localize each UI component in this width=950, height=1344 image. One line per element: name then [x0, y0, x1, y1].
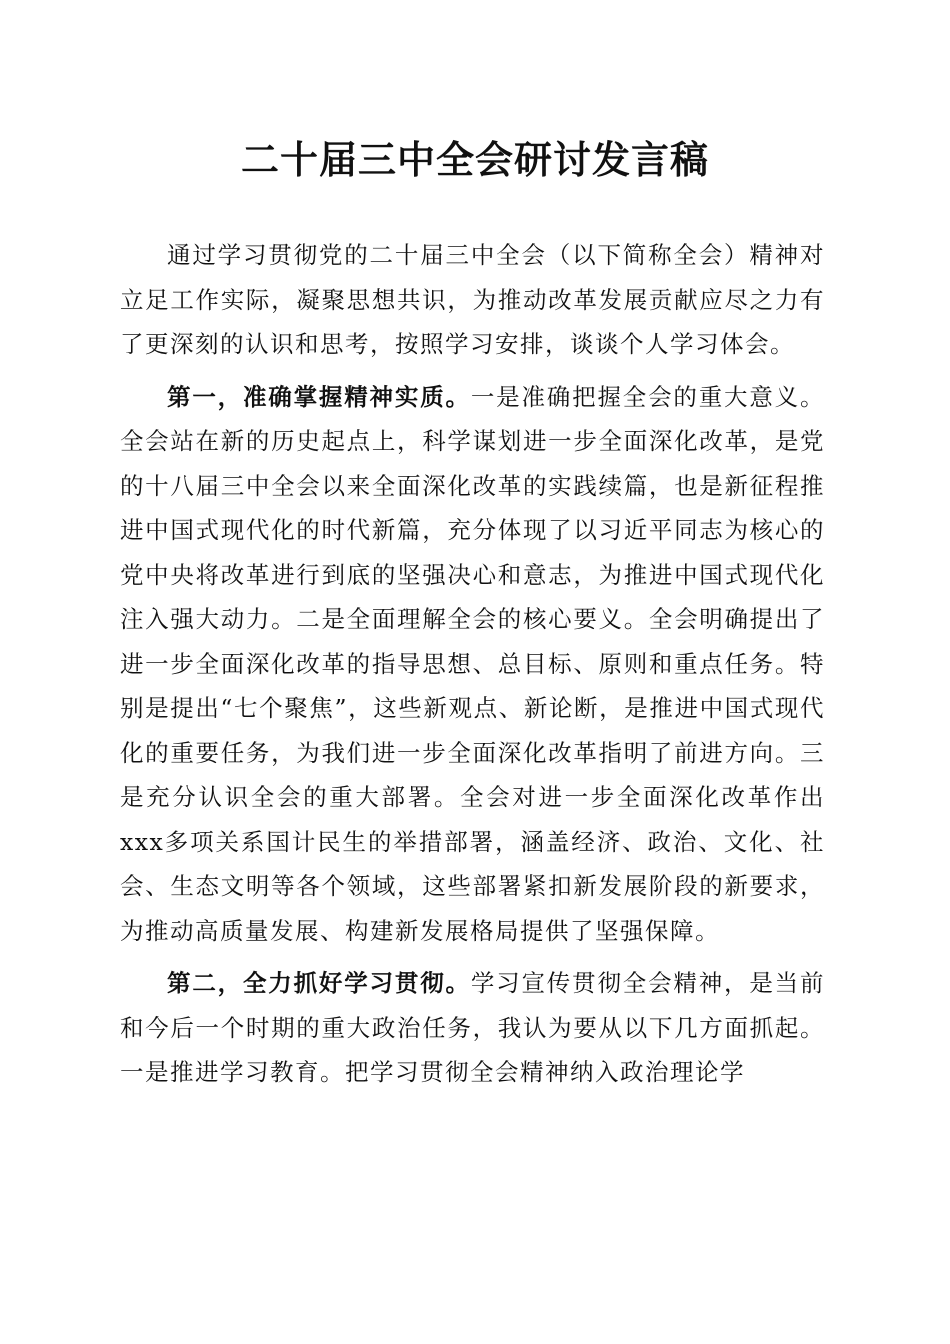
- paragraph-lead: 第二，全力抓好学习贯彻。: [167, 969, 471, 997]
- paragraph-lead: 第一，准确掌握精神实质。: [167, 382, 471, 411]
- paragraph-first-section: [120, 375, 825, 954]
- paragraph-text: 一是准确把握全会的重大意义。全会站在新的历史起点上，科学谋划进一步全面深化改革，是党的十八届三中全会以来全面深化改革的实践续篇，也是新征程推进中国式现代化的时代新篇，充分体现了以习近平同志为核心的党中央将改革进行到底的坚强决心和意志，为推进中国式现代化注入强大动力。二是全面理解全会的核心要义。全会明确提出了进一步全面深化改革的指导思想、总目标、原则和重点任务。特别是提出“七个聚焦”，这些新观点、新论断，是推进中国式现代化的重要任务，为我们进一步全面深化改革指明了前进方向。三是充分认识全会的重大部署。全会对进一步全面深化改革作出xxx多项关系国计民生的举措部署，涵盖经济、政治、文化、社会、生态文明等各个领域，这些部署紧扣新发展阶段的新要求，为推动高质量发展、构建新发展格局提供了坚强保障。: [120, 382, 826, 945]
- paragraph-text: 学习宣传贯彻全会精神，是当前和今后一个时期的重大政治任务，我认为要从以下几方面抓起。一是推进学习教育。把学习贯彻全会精神纳入政治理论学: [120, 969, 826, 1086]
- document-body: [120, 233, 825, 1103]
- document-title: 二十届三中全会研讨发言稿: [240, 137, 709, 182]
- paragraph-second-section: [120, 961, 825, 1095]
- paragraph-text: 通过学习贯彻党的二十届三中全会（以下简称全会）精神对立足工作实际，凝聚思想共识，为推动改革发展贡献应尽之力有了更深刻的认识和思考，按照学习安排，谈谈个人学习体会。: [120, 241, 825, 358]
- paragraph-intro: [120, 233, 825, 367]
